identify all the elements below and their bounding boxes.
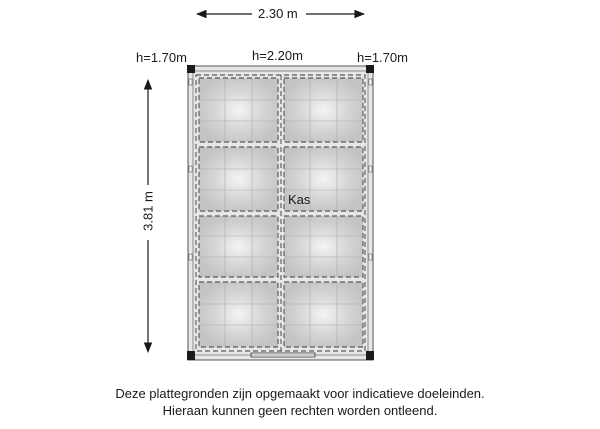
roof-panel [199, 147, 278, 211]
height-dimension-label: 3.81 m [140, 191, 156, 231]
roof-panel [284, 216, 363, 277]
disclaimer-line-2: Hieraan kunnen geen rechten worden ontleend. [162, 403, 438, 418]
height-right-label: h=1.70m [357, 50, 408, 65]
room-label: Kas [288, 192, 311, 207]
width-dimension-label: 2.30 m [258, 6, 298, 21]
roof-panel [284, 78, 363, 142]
roof-panel [199, 282, 278, 347]
door [251, 353, 315, 357]
disclaimer-line-1: Deze plattegronden zijn opgemaakt voor indicatieve doeleinden. [115, 386, 485, 401]
roof-panel [284, 282, 363, 347]
disclaimer [0, 385, 600, 419]
roof-panel [199, 78, 278, 142]
height-middle-label: h=2.20m [252, 48, 303, 63]
height-left-label: h=1.70m [136, 50, 187, 65]
roof-panel [199, 216, 278, 277]
